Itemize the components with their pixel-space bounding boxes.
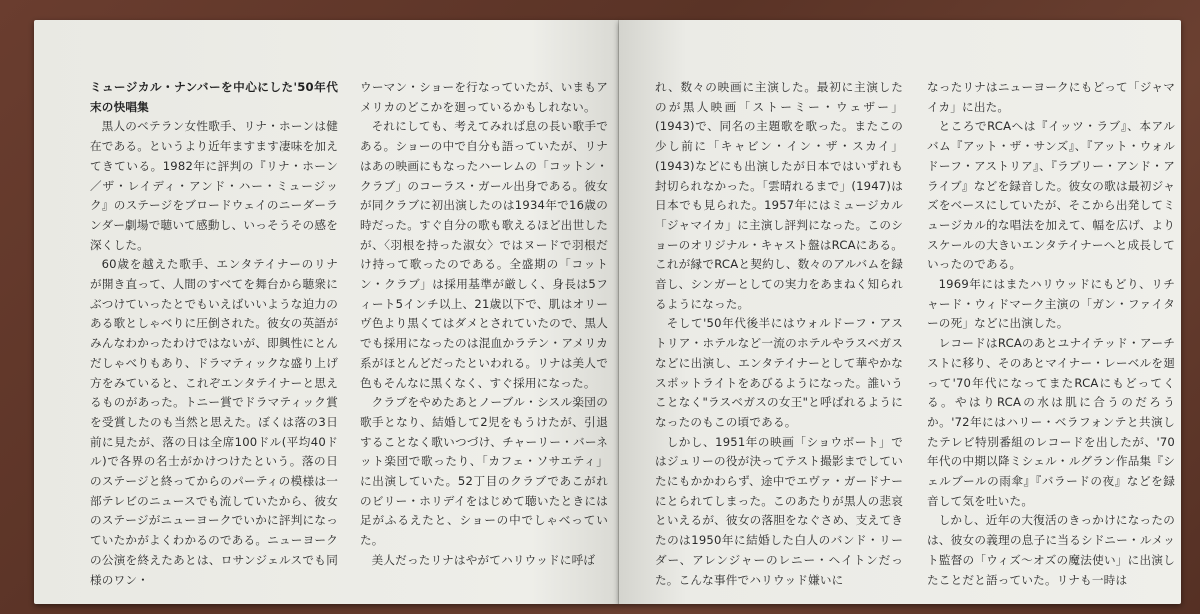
right-page	[619, 20, 1181, 604]
paragraph: 黒人のベテラン女性歌手、リナ・ホーンは健在である。というより近年ますます凄味を加えてきている。1982年に評判の『リナ・ホーン／ザ・レイディ・アンド・ハー・ミュージック』のステージをブロードウェイのニーダーランダー劇場で聴いて感動し、いっそうその感を深くした。	[90, 119, 338, 252]
paragraph: そして'50年代後半にはウォルドーフ・アストリア・ホテルなど一流のホテルやラスベガスなどに出演し、エンタテイナーとして華やかなスポットライトをあびるようになった。誰いうことなく"ラスベガスの女王"と呼ばれるようになったのもこの頃である。	[655, 316, 903, 429]
paragraph: 60歳を越えた歌手、エンタテイナーのリナが開き直って、人間のすべてを舞台から聴衆にぶつけていったとでもいえばいいような迫力のある歌としゃべりに圧倒された。彼女の英語がみんなわかったわけではないが、即興性にとんだしゃべりもあり、ドラマティックな盛り上げ方をみていると、これぞエンタテイナーと思えるものがあった。トニー賞でドラマティック賞を受賞したのも当然と思えた。ぼくは落の3日前に見たが、落の日は全席100ドル(平均40ドル)で各界の名士がかけつけたという。落の日のステージと終ってからのパーティの模様は一部テレビのニュースでも流していたから、彼女のステージがニューヨークでいかに評判になっていたかがよくわかるのである。ニューヨークの公演を終えたあとは、ロサンジェルスでも同様のワン・	[90, 257, 338, 587]
paragraph: ウーマン・ショーを行なっていたが、いまもアメリカのどこかを廻っているかもしれない。	[360, 80, 608, 114]
paragraph: クラブをやめたあとノーブル・シスル楽団の歌手となり、結婚して2児をもうけたが、引退することなく歌いつづけ、チャーリー・バーネット楽団で歌ったり、「カフェ・ソサエティ」に出演していた。52丁目のクラブであこがれのビリー・ホリデイをはじめて聴いたときには足がふるえたと、ショーの中でしゃべっていた。	[360, 395, 608, 548]
left-page	[34, 20, 619, 604]
text-column-2	[360, 78, 608, 571]
paragraph: 1969年にはまたハリウッドにもどり、リチャード・ウィドマーク主演の「ガン・ファイターの死」などに出演した。	[927, 277, 1175, 331]
text-column-4	[927, 78, 1175, 590]
paragraph: なったリナはニューヨークにもどって「ジャマイカ」に出た。	[927, 80, 1175, 114]
text-column-3	[655, 78, 903, 590]
liner-notes-booklet	[22, 20, 1182, 606]
paragraph: レコードはRCAのあとユナイテッド・アーチストに移り、そのあとマイナー・レーベルを廻って'70年代になってまたRCAにもどってくる。やはりRCAの水は肌に合うのだろうか。'72年にはハリー・ベラフォンテと共演したテレビ特別番組のレコードを出したが、'70年代の中期以降ミシェル・ルグラン作品集『シェルブールの雨傘』『バラードの夜』などを録音して気を吐いた。	[927, 336, 1175, 508]
paragraph: しかし、1951年の映画「ショウボート」ではジュリーの役が決ってテスト撮影までしていたにもかかわらず、途中でエヴァ・ガードナーにとられてしまった。このあたりが黒人の悲哀といえるが、彼女の落胆をなぐさめ、支えてきたのは1950年に結婚した白人のバンド・リーダー、アレンジャーのレニー・ヘイトンだった。こんな事件でハリウッド嫌いに	[655, 434, 903, 587]
paragraph: れ、数々の映画に主演した。最初に主演したのが黒人映画「ストーミー・ウェザー」(1943)で、同名の主題歌を歌った。またこの少し前に「キャビン・イン・ザ・スカイ」(1943)などにも出演したが日本ではいずれも封切られなかった。「雲晴れるまで」(1947)は日本でも見られた。1957年にはミュージカル「ジャマイカ」に主演し評判になった。このショーのオリジナル・キャスト盤はRCAにある。これが縁でRCAと契約し、数々のアルバムを録音し、シンガーとしての実力をあまねく知られるようになった。	[655, 80, 903, 311]
text-column-1	[90, 78, 338, 590]
paragraph: しかし、近年の大復活のきっかけになったのは、彼女の義理の息子に当るシドニー・ルメット監督の「ウィズ～オズの魔法使い」に出演したことだと語っていた。リナも一時は	[927, 513, 1175, 587]
section-heading: ミュージカル・ナンバーを中心にした'50年代末の快唱集	[90, 80, 338, 114]
paragraph: それにしても、考えてみれば息の長い歌手である。ショーの中で自分も語っていたが、リナはあの映画にもなったハーレムの「コットン・クラブ」のコーラス・ガール出身である。彼女が同クラブに初出演したのは1934年で16歳の時だった。すぐ自分の歌も歌えるほど出世したが、〈羽根を持った淑女〉ではヌードで羽根だけ持って歌ったのである。全盛期の「コットン・クラブ」は採用基準が厳しく、身長は5フィート5インチ以上、21歳以下で、肌はオリーヴ色より黒くてはダメとされていたので、黒人でも採用になったのは混血かラテン・アメリカ系がほとんどだったといわれる。リナは美人で色もそんなに黒くなく、すぐ採用になった。	[360, 119, 608, 390]
paragraph: 美人だったリナはやがてハリウッドに呼ば	[371, 552, 596, 567]
paragraph: ところでRCAへは『イッツ・ラブ』、本アルバム『アット・ザ・サンズ』、『アット・ウォルドーフ・アストリア』、『ラブリー・アンド・アライブ』などを録音した。彼女の歌は最初ジャズをベースにしていたが、そこから出発してミュージカル的な唱法を加えて、幅を広げ、よりスケールの大きいエンタテイナーへと成長していったのである。	[927, 119, 1175, 272]
